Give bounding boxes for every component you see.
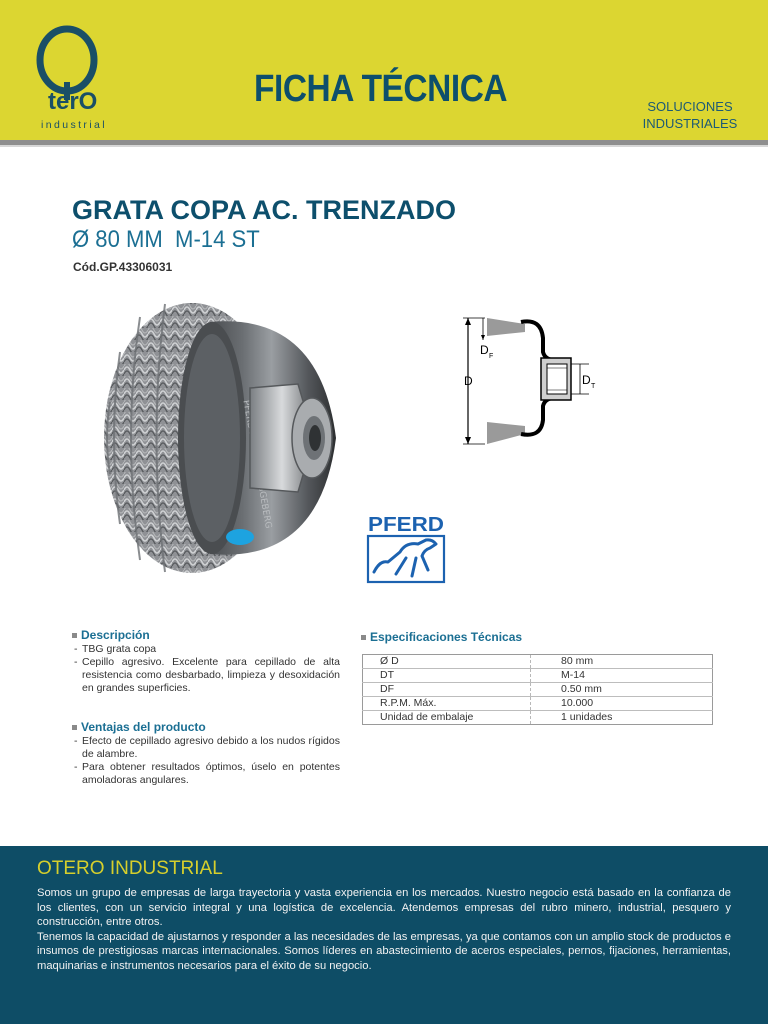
product-code: Cód.GP.43306031 [73, 260, 173, 274]
specs-heading [361, 630, 522, 644]
advantages-list [74, 735, 340, 787]
logo-wordmark: terO [48, 88, 98, 115]
footer-paragraph-1: Somos un grupo de empresas de larga trayectoria y vasta experiencia en los mercados. Nuestro negocio está basado en la confianza de los clientes, con un servicio integral y una logística de excelencia. Atendemos empresas del rubro minero, industrial, pesquero y construcción, entre otros. [37, 887, 731, 928]
spec-value: M-14 [531, 669, 713, 683]
spec-value: 1 unidades [531, 711, 713, 725]
label-df: D [480, 343, 489, 357]
spec-label: R.P.M. Máx. [363, 697, 531, 711]
page-title: FICHA TÉCNICA [254, 68, 508, 110]
table-row [363, 697, 713, 711]
specs-table [362, 654, 713, 725]
spec-value: 80 mm [561, 655, 594, 667]
bullet-square-icon [361, 635, 366, 640]
description-list [74, 643, 340, 695]
description-title: Descripción [81, 628, 150, 642]
spec-value: 10.000 [531, 697, 713, 711]
tagline-line-2: INDUSTRIALES [642, 116, 738, 131]
list-item: - Efecto de cepillado agresivo debido a los nudos rígidos de alambre. [74, 735, 340, 761]
spec-value: 0.50 mm [531, 683, 713, 697]
table-row [363, 683, 713, 697]
label-df-sub: F [489, 353, 494, 360]
spec-label: DF [363, 683, 531, 697]
label-dt: D [582, 373, 591, 387]
logo-subtext: industrial [41, 119, 108, 131]
header-tagline [622, 98, 758, 132]
advantages-title: Ventajas del producto [81, 720, 206, 734]
pferd-wordmark: PFERD [368, 514, 444, 536]
list-item: - TBG grata copa [74, 643, 340, 656]
header-divider-light [0, 145, 768, 147]
bullet-square-icon [72, 633, 77, 638]
footer-title: OTERO INDUSTRIAL [37, 858, 223, 879]
bullet-square-icon [72, 725, 77, 730]
list-item: - Cepillo agresivo. Excelente para cepillado de alta resistencia como desbarbado, limpieza y desoxidación en grandes superficies. [74, 656, 340, 695]
pferd-brand-logo [366, 512, 448, 584]
advantages-heading [72, 720, 206, 734]
product-name: GRATA COPA AC. TRENZADO [72, 195, 456, 225]
footer-paragraph-2: Tenemos la capacidad de ajustarnos y responder a las necesidades de las empresas, ya que contamos con un amplio stock de productos e insumos de prestigiosas marcas internacionales. Somos líderes en abastecimiento de aceros especiales, pernos, fijaciones, herramientas, maquinarias e instrumentos necesarios para el éxito de su negocio. [37, 930, 731, 972]
technical-dimension-diagram [455, 308, 605, 450]
label-d: D [464, 374, 473, 388]
spec-label: Unidad de embalaje [363, 711, 531, 725]
label-dt-sub: T [591, 383, 596, 390]
spec-label: DT [363, 669, 531, 683]
table-row [363, 711, 713, 725]
tagline-line-1: SOLUCIONES [647, 99, 733, 114]
footer-about-text [37, 886, 731, 973]
description-heading [72, 628, 150, 642]
specs-title: Especificaciones Técnicas [370, 630, 523, 644]
brush-engraving: PFERD RÜGGEBERG [240, 399, 273, 530]
otero-logo [34, 22, 134, 132]
spec-label: Ø D [363, 655, 531, 669]
list-item: - Para obtener resultados óptimos, úselo en potentes amoladoras angulares. [74, 761, 340, 787]
product-size: Ø 80 MM M-14 ST [72, 226, 260, 253]
product-image-wire-cup-brush [100, 292, 350, 582]
table-row [363, 655, 713, 669]
table-row [363, 669, 713, 683]
